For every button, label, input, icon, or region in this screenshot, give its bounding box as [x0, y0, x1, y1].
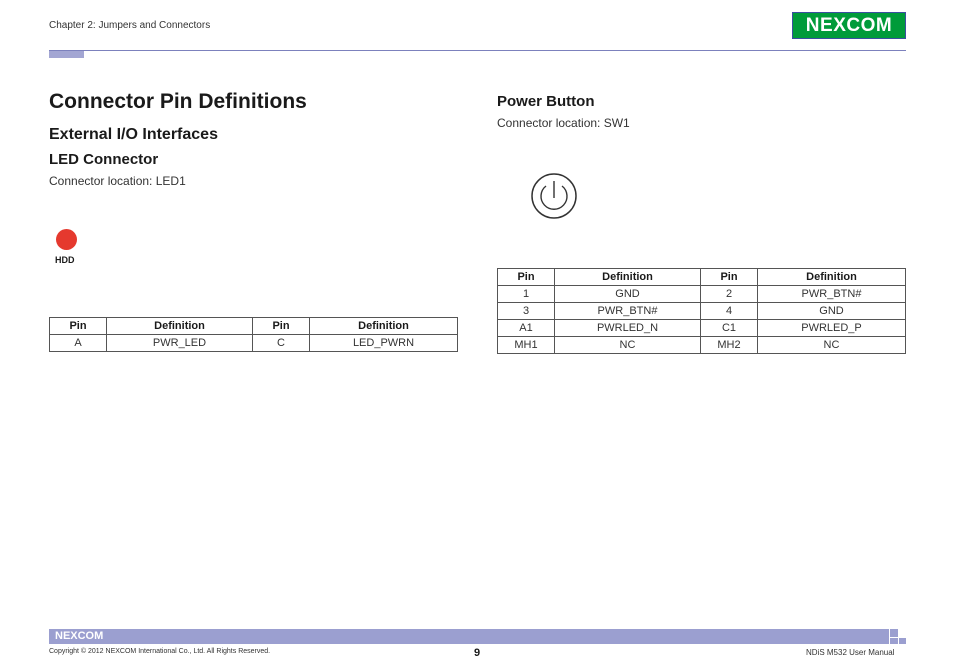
table-cell: 3: [498, 303, 555, 320]
header-rule: [49, 50, 906, 51]
nexcom-logo: [792, 12, 906, 39]
header-rule-tab: [49, 51, 84, 58]
table-cell: GND: [555, 286, 701, 303]
table-cell: C1: [701, 320, 758, 337]
table-cell: 2: [701, 286, 758, 303]
table-row: [498, 320, 906, 337]
led-indicator-icon: [56, 229, 77, 250]
table-cell: NC: [555, 337, 701, 354]
table-cell: NC: [758, 337, 906, 354]
header-cell: Pin: [701, 269, 758, 286]
header-cell: Pin: [253, 318, 310, 335]
power-pin-table: [497, 268, 906, 354]
table-cell: 4: [701, 303, 758, 320]
table-cell: 1: [498, 286, 555, 303]
page-title: Connector Pin Definitions: [49, 90, 307, 113]
logo-text: NEXCOM: [805, 15, 893, 36]
table-row: [50, 335, 458, 352]
footer-logo: NEXCOM: [55, 630, 104, 642]
manual-title: NDiS M532 User Manual: [806, 648, 895, 657]
table-header-row: [498, 269, 906, 286]
table-cell: GND: [758, 303, 906, 320]
table-row: [498, 286, 906, 303]
table-cell: A: [50, 335, 107, 352]
header-cell: Definition: [758, 269, 906, 286]
header-cell: Definition: [555, 269, 701, 286]
table-header-row: [50, 318, 458, 335]
section-title: External I/O Interfaces: [49, 126, 218, 143]
header-cell: Definition: [310, 318, 458, 335]
led-pin-table: [49, 317, 458, 352]
copyright-text: Copyright © 2012 NEXCOM International Co., Ltd. All Rights Reserved.: [49, 648, 271, 655]
table-cell: C: [253, 335, 310, 352]
table-cell: A1: [498, 320, 555, 337]
footer-decoration: [890, 629, 898, 637]
led-heading: LED Connector: [49, 151, 159, 168]
footer-decoration: [890, 638, 898, 644]
table-cell: MH1: [498, 337, 555, 354]
header-cell: Pin: [50, 318, 107, 335]
table-cell: PWR_BTN#: [555, 303, 701, 320]
table-cell: PWRLED_P: [758, 320, 906, 337]
table-cell: PWRLED_N: [555, 320, 701, 337]
table-cell: MH2: [701, 337, 758, 354]
power-icon: [530, 172, 578, 220]
footer-bar: [49, 629, 889, 644]
led-location: Connector location: LED1: [49, 174, 186, 188]
footer-decoration: [899, 638, 906, 644]
table-cell: PWR_BTN#: [758, 286, 906, 303]
table-row: [498, 303, 906, 320]
table-cell: PWR_LED: [107, 335, 253, 352]
header-cell: Definition: [107, 318, 253, 335]
power-location: Connector location: SW1: [497, 116, 630, 130]
power-heading: Power Button: [497, 93, 595, 110]
header-cell: Pin: [498, 269, 555, 286]
chapter-title: Chapter 2: Jumpers and Connectors: [49, 20, 211, 31]
table-cell: LED_PWRN: [310, 335, 458, 352]
led-indicator-label: HDD: [55, 255, 75, 265]
page-number: 9: [474, 647, 481, 659]
table-row: [498, 337, 906, 354]
